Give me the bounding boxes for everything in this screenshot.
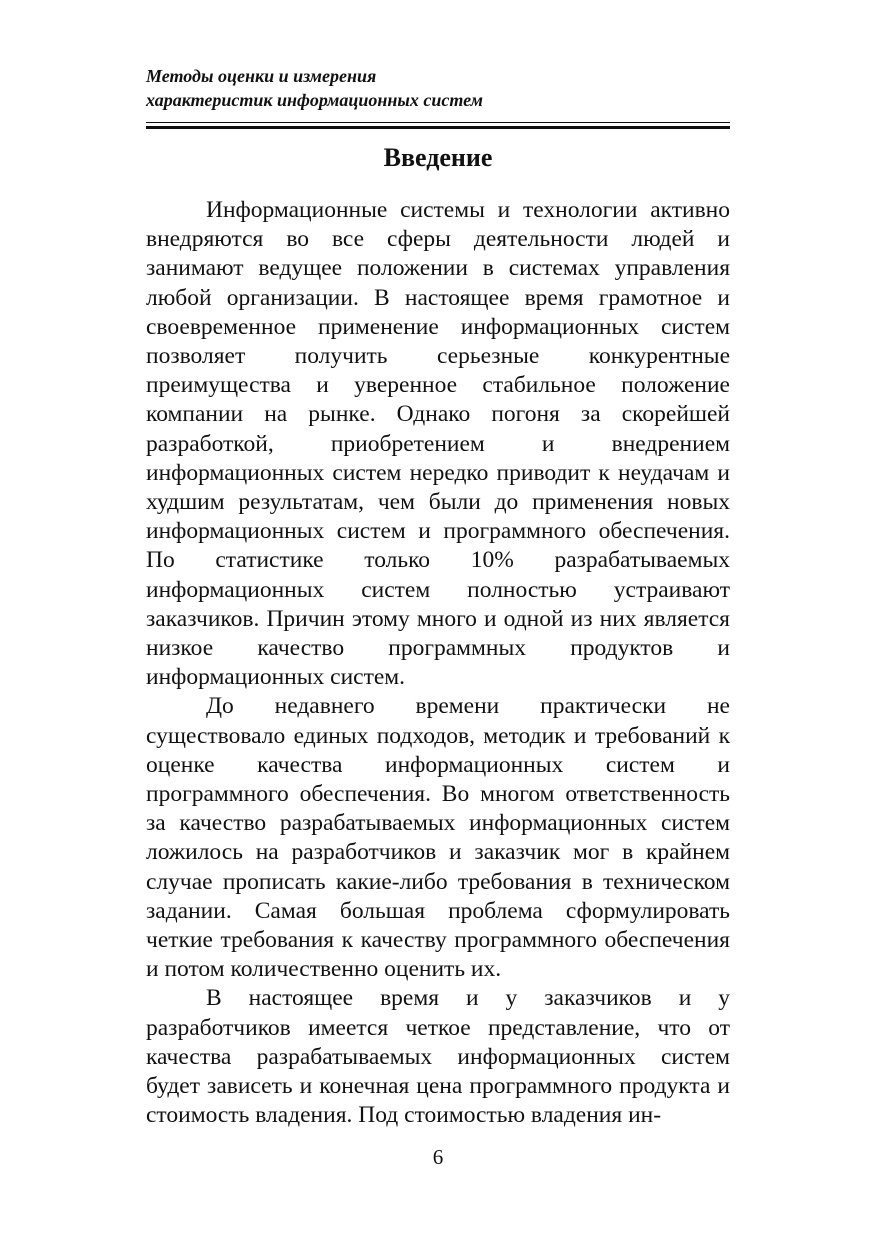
header-divider-thin-line	[146, 122, 730, 123]
page-number: 6	[432, 1145, 444, 1169]
running-header	[146, 64, 730, 112]
header-divider-thick-line	[146, 126, 730, 129]
paragraph-1: Информационные системы и технологии активно внедряются во все сферы деятельности людей и занимают ведущее положении в системах управления любой организации. В настоящее время грамотное и своевременное применение информационных систем позволяет получить серьезные конкурентные преимущества и уверенное стабильное положение компании на рынке. Однако погоня за скорейшей разработкой, приобретением и внедрением информационных систем нередко приводит к неудачам и худшим результатам, чем были до применения новых информационных систем и программного обеспечения. По статистике только 10% разрабатываемых информационных систем полностью устраивают заказчиков. Причин этому много и одной из них является низкое качество программных продуктов и информационных систем.	[146, 197, 730, 691]
paragraph-2: До недавнего времени практически не существовало единых подходов, методик и требований к оценке качества информационных систем и программного обеспечения. Во многом ответственность за качество разрабатываемых информационных систем ложилось на разработчиков и заказчик мог в крайнем случае прописать какие-либо требования в техническом задании. Самая большая проблема сформулировать четкие требования к качеству программного обеспечения и потом количественно оценить их.	[146, 693, 730, 983]
header-divider	[146, 122, 730, 130]
body-text	[146, 196, 730, 1131]
running-header-line-1: Методы оценки и измерения	[146, 66, 377, 86]
running-header-line-2: характеристик информационных систем	[146, 90, 483, 110]
chapter-title: Введение	[383, 143, 493, 172]
paragraph-3: В настоящее время и у заказчиков и у разработчиков имеется четкое представление, что от качества разрабатываемых информационных систем будет зависеть и конечная цена программного продукта и стоимость владения. Под стоимостью владения ин-	[146, 985, 730, 1129]
